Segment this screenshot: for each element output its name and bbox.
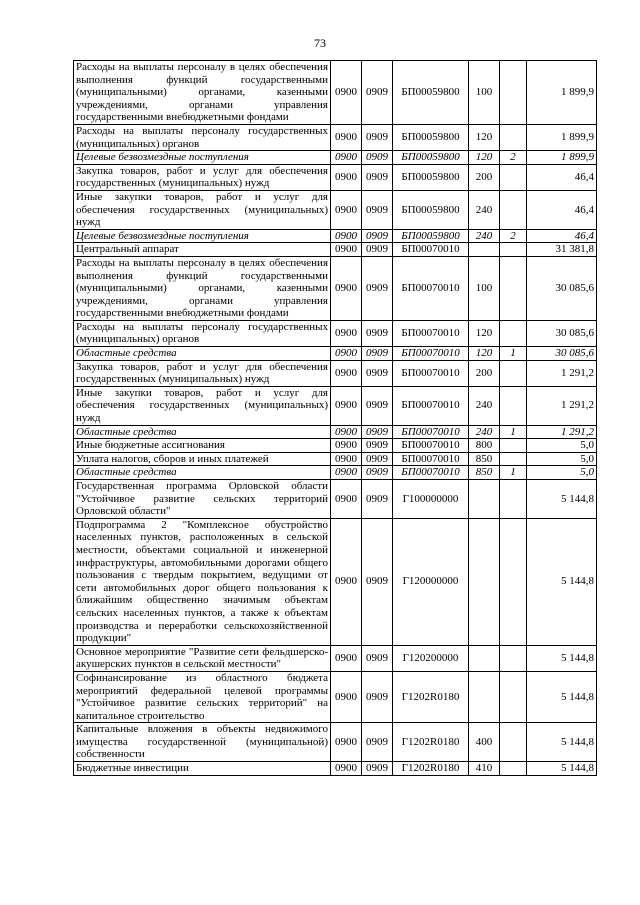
funding-source-code [500, 256, 527, 320]
subsection-code: 0909 [362, 762, 393, 776]
target-article-code: БП00070010 [393, 466, 469, 480]
table-row [74, 466, 597, 480]
expense-type-code: 240 [469, 386, 500, 425]
target-article-code: БП00070010 [393, 320, 469, 346]
expense-type-code: 200 [469, 360, 500, 386]
row-name: Закупка товаров, работ и услуг для обеспечения государственных (муниципальных) нужд [74, 360, 331, 386]
amount: 1 899,9 [527, 124, 597, 150]
section-code: 0900 [331, 61, 362, 125]
expense-type-code: 120 [469, 320, 500, 346]
funding-source-code [500, 320, 527, 346]
table-row [74, 518, 597, 645]
row-name: Бюджетные инвестиции [74, 762, 331, 776]
amount: 5,0 [527, 452, 597, 466]
row-name: Областные средства [74, 425, 331, 439]
subsection-code: 0909 [362, 386, 393, 425]
section-code: 0900 [331, 452, 362, 466]
amount: 1 291,2 [527, 386, 597, 425]
table-row [74, 124, 597, 150]
row-name: Основное мероприятие "Развитие сети фельдшерско-акушерских пунктов в сельской местности" [74, 645, 331, 671]
funding-source-code [500, 762, 527, 776]
amount: 1 899,9 [527, 61, 597, 125]
target-article-code: БП00070010 [393, 439, 469, 453]
subsection-code: 0909 [362, 466, 393, 480]
table-row [74, 320, 597, 346]
section-code: 0900 [331, 723, 362, 762]
funding-source-code: 1 [500, 466, 527, 480]
row-name: Иные закупки товаров, работ и услуг для обеспечения государственных (муниципальных) нужд [74, 190, 331, 229]
table-row [74, 452, 597, 466]
target-article-code: Г120000000 [393, 518, 469, 645]
expense-type-code: 120 [469, 124, 500, 150]
section-code: 0900 [331, 256, 362, 320]
section-code: 0900 [331, 425, 362, 439]
expense-type-code: 120 [469, 151, 500, 165]
target-article-code: БП00059800 [393, 124, 469, 150]
table-row [74, 190, 597, 229]
table-row [74, 61, 597, 125]
section-code: 0900 [331, 229, 362, 243]
expense-type-code: 100 [469, 256, 500, 320]
budget-table-body [74, 61, 597, 776]
funding-source-code [500, 480, 527, 519]
table-row [74, 762, 597, 776]
section-code: 0900 [331, 671, 362, 722]
funding-source-code: 1 [500, 425, 527, 439]
target-article-code: БП00070010 [393, 243, 469, 257]
table-row [74, 480, 597, 519]
row-name: Уплата налогов, сборов и иных платежей [74, 452, 331, 466]
amount: 5 144,8 [527, 671, 597, 722]
expense-type-code: 120 [469, 347, 500, 361]
table-row [74, 360, 597, 386]
table-row [74, 439, 597, 453]
row-name: Иные закупки товаров, работ и услуг для обеспечения государственных (муниципальных) нужд [74, 386, 331, 425]
expense-type-code: 850 [469, 466, 500, 480]
target-article-code: БП00070010 [393, 347, 469, 361]
expense-type-code: 800 [469, 439, 500, 453]
funding-source-code: 1 [500, 347, 527, 361]
table-row [74, 164, 597, 190]
subsection-code: 0909 [362, 124, 393, 150]
target-article-code: Г120200000 [393, 645, 469, 671]
row-name: Подпрограмма 2 "Комплексное обустройство населенных пунктов, расположенных в сельской местности, объектами социальной и инженерной инфраструктуры, автомобильными дорогами общего пользования с твердым покрытием, ведущими от сети автомобильных дорог общего пользования к ближайшим общественно значимым объектам сельских населенных пунктов, а также к объектам производства и переработки сельскохозяйственной продукции" [74, 518, 331, 645]
expense-type-code: 240 [469, 190, 500, 229]
amount: 30 085,6 [527, 320, 597, 346]
funding-source-code [500, 243, 527, 257]
subsection-code: 0909 [362, 347, 393, 361]
subsection-code: 0909 [362, 320, 393, 346]
funding-source-code: 2 [500, 151, 527, 165]
row-name: Закупка товаров, работ и услуг для обеспечения государственных (муниципальных) нужд [74, 164, 331, 190]
amount: 5,0 [527, 466, 597, 480]
row-name: Центральный аппарат [74, 243, 331, 257]
target-article-code: БП00059800 [393, 164, 469, 190]
funding-source-code [500, 61, 527, 125]
row-name: Расходы на выплаты персоналу государственных (муниципальных) органов [74, 124, 331, 150]
expense-type-code: 410 [469, 762, 500, 776]
amount: 5 144,8 [527, 480, 597, 519]
row-name: Капитальные вложения в объекты недвижимого имущества государственной (муниципальной) собственности [74, 723, 331, 762]
table-row [74, 151, 597, 165]
expense-type-code: 240 [469, 229, 500, 243]
row-name: Целевые безвозмездные поступления [74, 151, 331, 165]
section-code: 0900 [331, 645, 362, 671]
subsection-code: 0909 [362, 256, 393, 320]
target-article-code: БП00059800 [393, 190, 469, 229]
expense-type-code: 400 [469, 723, 500, 762]
expense-type-code: 200 [469, 164, 500, 190]
expense-type-code: 100 [469, 61, 500, 125]
expense-type-code: 850 [469, 452, 500, 466]
expense-type-code: 240 [469, 425, 500, 439]
amount: 1 291,2 [527, 425, 597, 439]
subsection-code: 0909 [362, 229, 393, 243]
funding-source-code [500, 439, 527, 453]
subsection-code: 0909 [362, 671, 393, 722]
target-article-code: БП00059800 [393, 61, 469, 125]
row-name: Софинансирование из областного бюджета мероприятий федеральной целевой программы "Устойчивое развитие сельских территорий" на капитальное строительство [74, 671, 331, 722]
row-name: Расходы на выплаты персоналу в целях обеспечения выполнения функций государственными (муниципальными) органами, казенными учреждениями, органами управления государственными внебюджетными фондами [74, 256, 331, 320]
subsection-code: 0909 [362, 439, 393, 453]
section-code: 0900 [331, 347, 362, 361]
section-code: 0900 [331, 360, 362, 386]
target-article-code: Г1202R0180 [393, 762, 469, 776]
section-code: 0900 [331, 762, 362, 776]
amount: 46,4 [527, 164, 597, 190]
table-row [74, 243, 597, 257]
row-name: Областные средства [74, 347, 331, 361]
target-article-code: БП00070010 [393, 256, 469, 320]
subsection-code: 0909 [362, 151, 393, 165]
subsection-code: 0909 [362, 480, 393, 519]
section-code: 0900 [331, 466, 362, 480]
amount: 30 085,6 [527, 347, 597, 361]
section-code: 0900 [331, 151, 362, 165]
target-article-code: БП00059800 [393, 151, 469, 165]
target-article-code: БП00070010 [393, 425, 469, 439]
row-name: Расходы на выплаты персоналу в целях обеспечения выполнения функций государственными (муниципальными) органами, казенными учреждениями, органами управления государственными внебюджетными фондами [74, 61, 331, 125]
target-article-code: БП00059800 [393, 229, 469, 243]
expense-type-code [469, 480, 500, 519]
funding-source-code [500, 360, 527, 386]
section-code: 0900 [331, 320, 362, 346]
section-code: 0900 [331, 243, 362, 257]
subsection-code: 0909 [362, 452, 393, 466]
expense-type-code [469, 243, 500, 257]
funding-source-code [500, 164, 527, 190]
row-name: Целевые безвозмездные поступления [74, 229, 331, 243]
subsection-code: 0909 [362, 61, 393, 125]
amount: 46,4 [527, 229, 597, 243]
amount: 30 085,6 [527, 256, 597, 320]
table-row [74, 386, 597, 425]
amount: 5 144,8 [527, 645, 597, 671]
table-row [74, 229, 597, 243]
target-article-code: Г100000000 [393, 480, 469, 519]
subsection-code: 0909 [362, 425, 393, 439]
funding-source-code [500, 386, 527, 425]
target-article-code: БП00070010 [393, 360, 469, 386]
amount: 5 144,8 [527, 723, 597, 762]
row-name: Иные бюджетные ассигнования [74, 439, 331, 453]
section-code: 0900 [331, 164, 362, 190]
table-row [74, 645, 597, 671]
amount: 31 381,8 [527, 243, 597, 257]
funding-source-code [500, 452, 527, 466]
section-code: 0900 [331, 439, 362, 453]
row-name: Расходы на выплаты персоналу государственных (муниципальных) органов [74, 320, 331, 346]
expense-type-code [469, 518, 500, 645]
section-code: 0900 [331, 480, 362, 519]
funding-source-code [500, 645, 527, 671]
subsection-code: 0909 [362, 164, 393, 190]
section-code: 0900 [331, 190, 362, 229]
amount: 1 899,9 [527, 151, 597, 165]
funding-source-code: 2 [500, 229, 527, 243]
amount: 46,4 [527, 190, 597, 229]
row-name: Областные средства [74, 466, 331, 480]
subsection-code: 0909 [362, 360, 393, 386]
funding-source-code [500, 723, 527, 762]
expense-type-code [469, 645, 500, 671]
table-row [74, 723, 597, 762]
section-code: 0900 [331, 386, 362, 425]
section-code: 0900 [331, 518, 362, 645]
subsection-code: 0909 [362, 190, 393, 229]
table-row [74, 671, 597, 722]
funding-source-code [500, 671, 527, 722]
subsection-code: 0909 [362, 645, 393, 671]
subsection-code: 0909 [362, 243, 393, 257]
amount: 5,0 [527, 439, 597, 453]
budget-table [73, 60, 597, 776]
section-code: 0900 [331, 124, 362, 150]
page-number: 73 [314, 36, 326, 50]
table-row [74, 347, 597, 361]
table-row [74, 425, 597, 439]
subsection-code: 0909 [362, 723, 393, 762]
funding-source-code [500, 190, 527, 229]
target-article-code: Г1202R0180 [393, 723, 469, 762]
subsection-code: 0909 [362, 518, 393, 645]
table-row [74, 256, 597, 320]
funding-source-code [500, 124, 527, 150]
target-article-code: Г1202R0180 [393, 671, 469, 722]
amount: 5 144,8 [527, 762, 597, 776]
amount: 5 144,8 [527, 518, 597, 645]
amount: 1 291,2 [527, 360, 597, 386]
row-name: Государственная программа Орловской области "Устойчивое развитие сельских территорий Орловской области" [74, 480, 331, 519]
target-article-code: БП00070010 [393, 452, 469, 466]
target-article-code: БП00070010 [393, 386, 469, 425]
expense-type-code [469, 671, 500, 722]
funding-source-code [500, 518, 527, 645]
